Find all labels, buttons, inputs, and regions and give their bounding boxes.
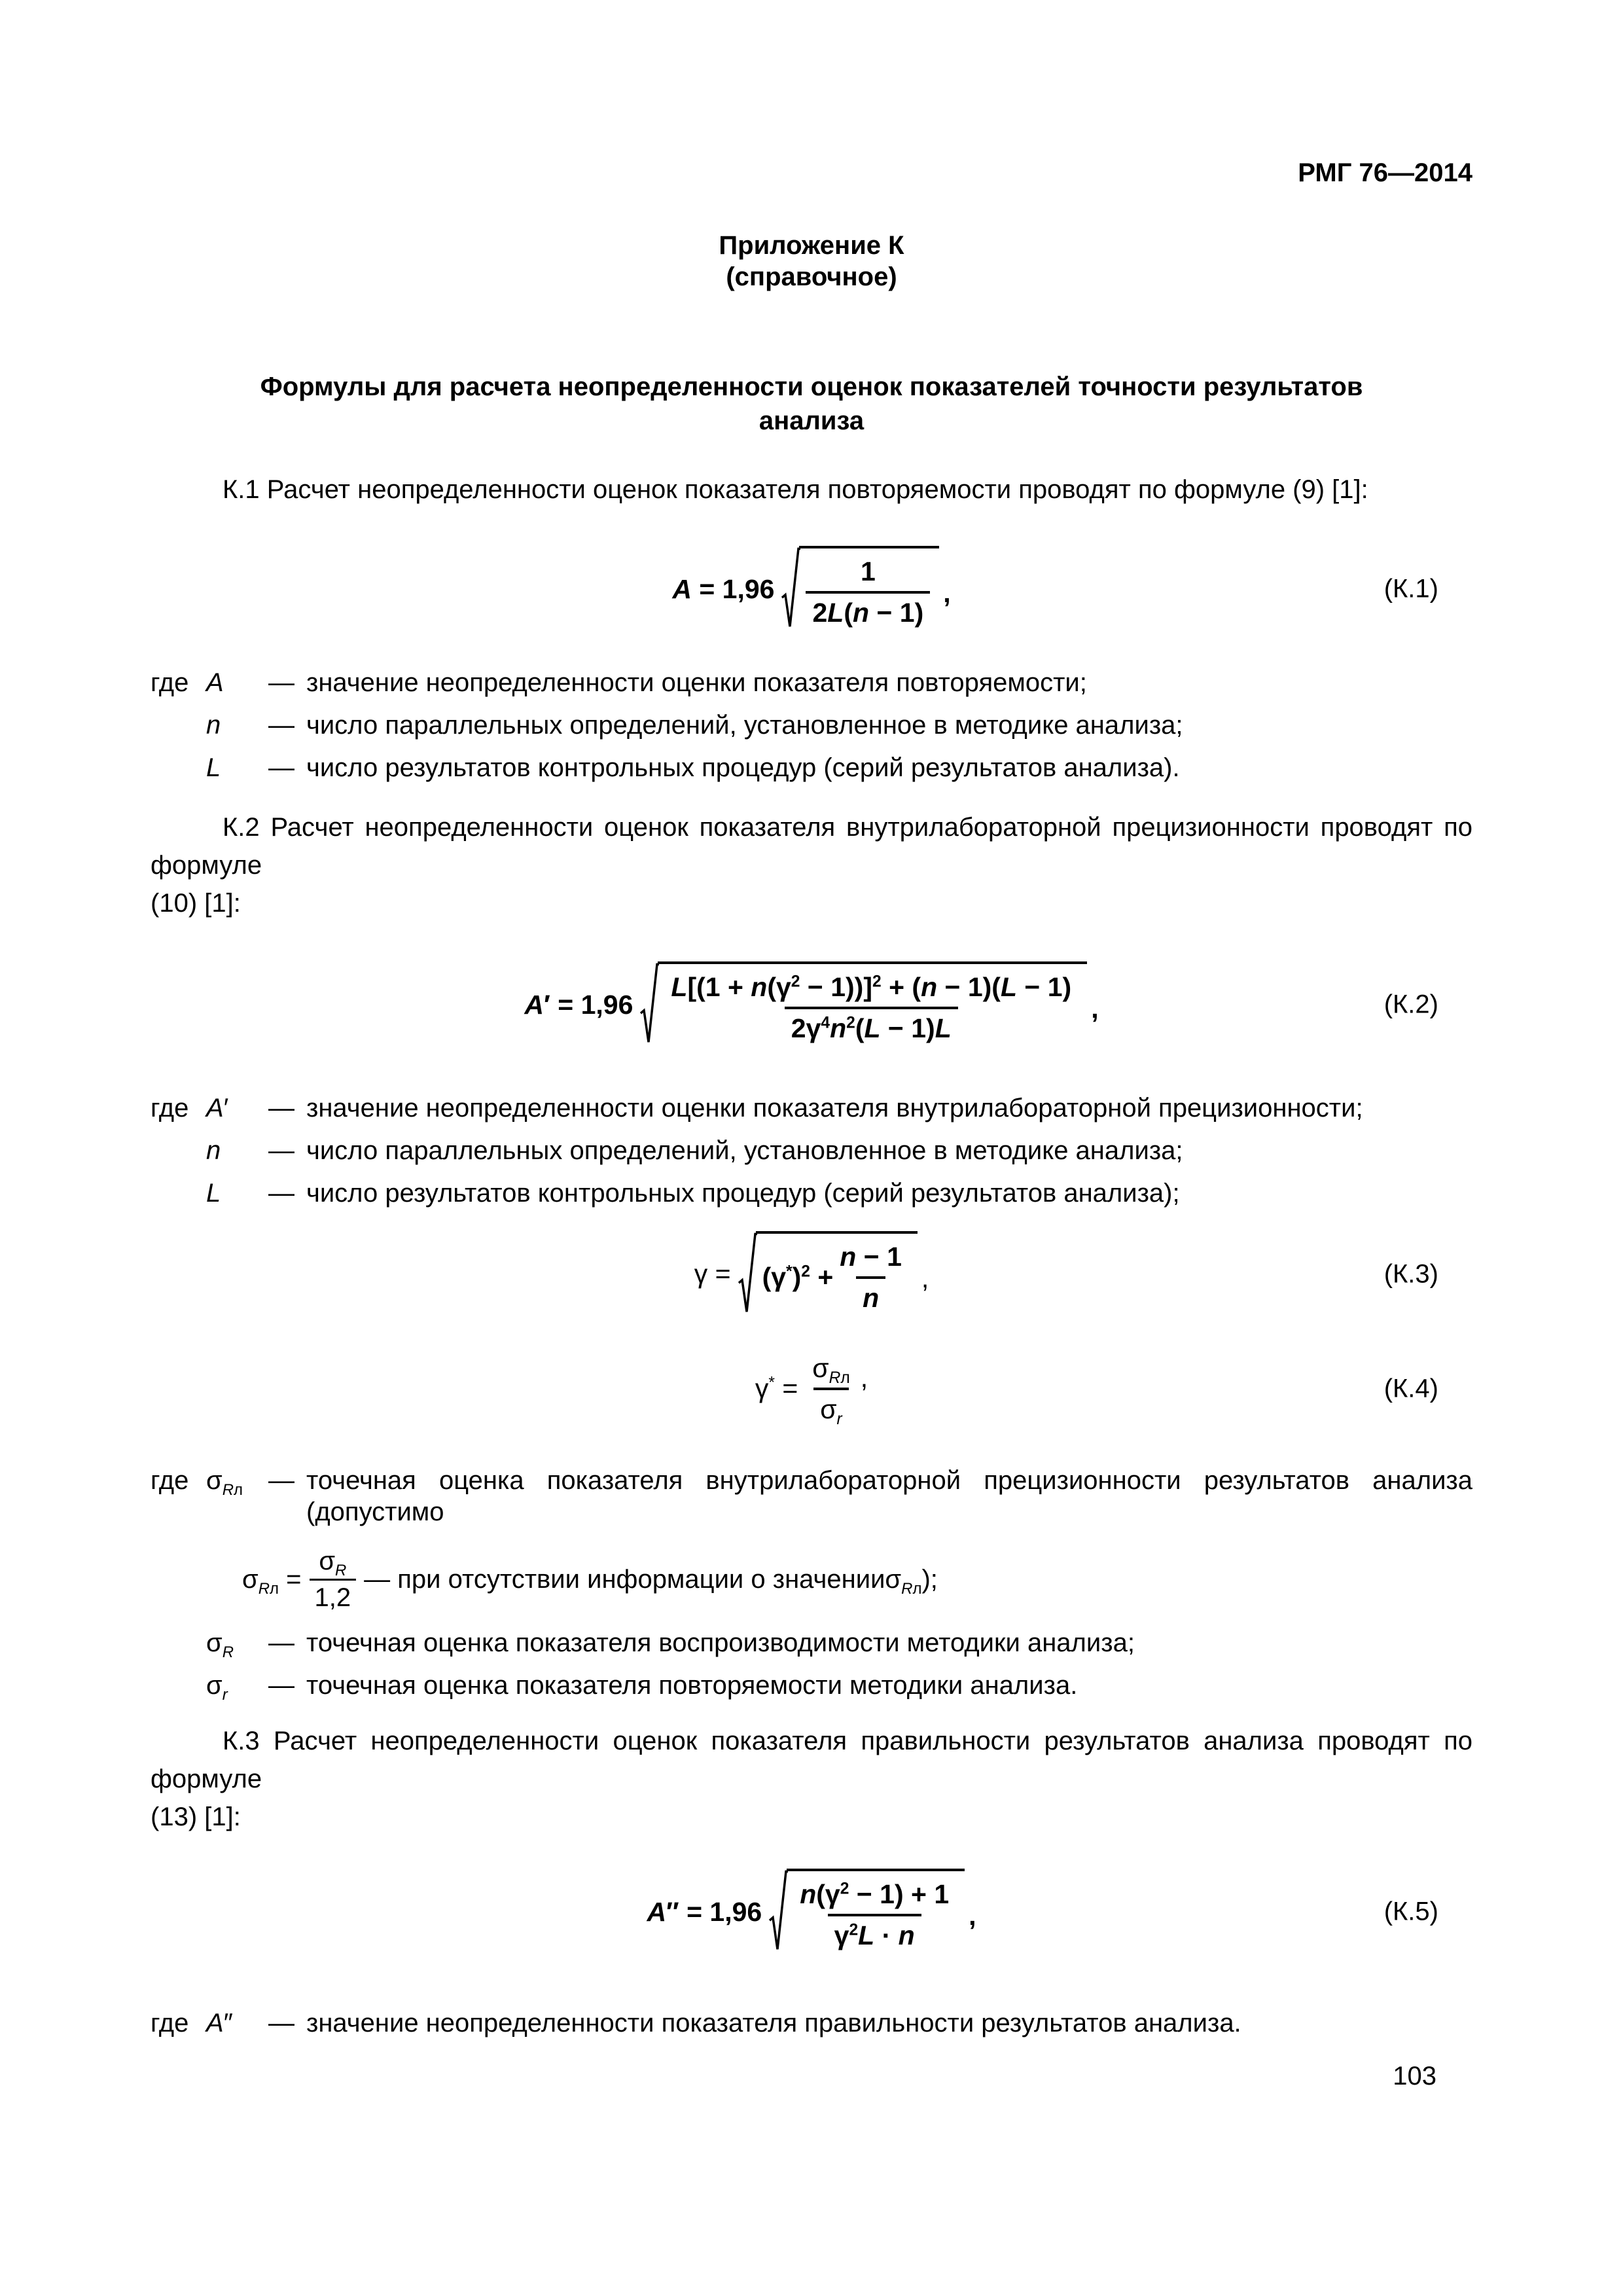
definition-text: точечная оценка показателя внутрилабораторной прецизионности результатов анализа (допустимо (306, 1466, 1472, 1526)
formula-k4-lhs: γ* = (755, 1373, 798, 1403)
radicand (799, 546, 939, 632)
fraction (793, 1879, 955, 1951)
formula-comma: , (943, 578, 951, 608)
paragraph-k3-line1: К.3 Расчет неопределенности оценок показателя правильности результатов анализа проводят по формуле (151, 1727, 1472, 1793)
formula-k4 (151, 1335, 1472, 1443)
formula-k4-body (755, 1352, 868, 1428)
symbol: $\sigma_R$ (206, 1628, 234, 1661)
where-word: где (151, 1466, 189, 1495)
radicand (658, 961, 1087, 1048)
dash: — (268, 753, 294, 782)
fraction-denominator: $\sigma_r$ (813, 1388, 849, 1425)
definitions-k1 (151, 667, 1472, 783)
definition-row (151, 2007, 1472, 2039)
annex-heading (151, 230, 1472, 293)
formula-k3 (151, 1220, 1472, 1328)
definition-text: точечная оценка показателя воспроизводимости методики анализа; (306, 1628, 1135, 1657)
where-word: где (151, 668, 189, 697)
symbol: n (206, 1136, 221, 1165)
formula-k5-number: (К.5) (1383, 1897, 1438, 1926)
where-word: где (151, 2009, 189, 2037)
paragraph-k2-line1: К.2 Расчет неопределенности оценок показателя внутрилабораторной прецизионности проводят по формуле (151, 813, 1472, 880)
radical-sign-icon (768, 1869, 788, 1955)
definition-row (151, 667, 1472, 698)
sqrt-radical (639, 961, 1087, 1048)
doc-code: РМГ 76—2014 (1298, 158, 1472, 187)
where-word: где (151, 1094, 189, 1122)
paragraph-k1-intro: К.1 Расчет неопределенности оценок показателя повторяемости проводят по формуле (9) [1]: (223, 475, 1368, 504)
formula-k2-body (524, 961, 1098, 1048)
symbol: A (206, 668, 224, 697)
radical-sign-icon (738, 1231, 757, 1318)
radicand (787, 1869, 965, 1955)
title-line1: Формулы для расчета неопределенности оценок показателей точности результатов (260, 372, 1363, 401)
fraction-numerator: n − 1 (840, 1241, 902, 1272)
fraction (833, 1242, 908, 1314)
fraction-numerator: $L[(1 + n(\gamma^2 - 1))]^2 + (n - 1)(L - 1)$ (671, 972, 1072, 1002)
radical-sign-icon (639, 961, 659, 1048)
annex-type: (справочное) (726, 262, 897, 291)
definition-text: значение неопределенности оценки показателя повторяемости; (306, 668, 1087, 697)
paragraph-k3-intro (151, 1722, 1472, 1836)
annex-name: Приложение К (719, 231, 904, 260)
page-content (151, 0, 1472, 2039)
formula-k2-number: (К.2) (1383, 990, 1438, 1019)
definition-row (151, 1465, 1472, 1528)
page-title (151, 370, 1472, 438)
fraction-numerator: $\sigma_{Rл}$ (812, 1352, 850, 1387)
dash: — (268, 1628, 294, 1657)
symbol: A″ (206, 2009, 233, 2037)
sigma-ref-symbol: $\sigma_{Rл}$); (885, 1565, 938, 1598)
formula-k3-lhs: γ = (694, 1259, 731, 1289)
formula-k3-number: (К.3) (1383, 1259, 1438, 1288)
sqrt-radical (738, 1231, 918, 1318)
symbol: A′ (206, 1094, 229, 1122)
fraction (806, 556, 930, 628)
formula-k1-body (672, 546, 950, 632)
dash: — (268, 711, 294, 740)
formula-k5-body (647, 1869, 976, 1955)
fraction-denominator: n (856, 1276, 885, 1314)
dash: — (268, 1466, 294, 1495)
sigma-condition-text: — при отсутствии информации о значении (364, 1565, 885, 1594)
definition-row (151, 752, 1472, 783)
definitions-k2 (151, 1092, 1472, 1209)
formula-comma: , (921, 1263, 929, 1293)
formula-comma: , (1091, 994, 1099, 1024)
definition-row (151, 1092, 1472, 1124)
definition-row (151, 709, 1472, 741)
formula-k5-lhs: A″ = 1,96 (647, 1896, 762, 1927)
definition-text: число параллельных определений, установленное в методике анализа; (306, 711, 1183, 740)
dash: — (268, 668, 294, 697)
fraction-numerator: $\sigma_R$ (319, 1547, 347, 1579)
symbol: L (206, 753, 221, 782)
title-line2: анализа (758, 406, 865, 435)
fraction-denominator: 1,2 (310, 1579, 357, 1613)
fraction (806, 1352, 856, 1428)
radicand-term: $(\gamma^*)^2$ + (762, 1262, 834, 1292)
definition-row (151, 1177, 1472, 1209)
definition-text: точечная оценка показателя повторяемости методики анализа. (306, 1671, 1078, 1700)
paragraph-k2-line2: (10) [1]: (151, 889, 241, 918)
definition-text: число параллельных определений, установленное в методике анализа; (306, 1136, 1183, 1165)
dash: — (268, 1136, 294, 1165)
dash: — (268, 1179, 294, 1208)
fraction (310, 1547, 357, 1613)
sqrt-radical (768, 1869, 965, 1955)
dash: — (268, 2009, 294, 2037)
formula-k2 (151, 939, 1472, 1070)
dash: — (268, 1671, 294, 1700)
symbol: $\sigma_r$ (206, 1671, 228, 1704)
fraction-denominator: $\gamma^2L \cdot n$ (828, 1914, 921, 1951)
definition-row (151, 1135, 1472, 1166)
definition-text: значение неопределенности показателя правильности результатов анализа. (306, 2009, 1241, 2037)
page-number: 103 (1393, 2062, 1436, 2090)
formula-k1-lhs: A = 1,96 (672, 573, 775, 604)
symbol: L (206, 1179, 221, 1208)
definition-row (151, 1670, 1472, 1704)
definitions-sigma (151, 1465, 1472, 1704)
formula-k2-lhs: A′ = 1,96 (524, 989, 633, 1020)
formula-k1 (151, 533, 1472, 645)
fraction-denominator: $2\gamma^4n^2(L - 1)L$ (785, 1007, 958, 1044)
fraction-denominator: 2L(n − 1) (806, 591, 930, 628)
radicand (756, 1231, 918, 1318)
sqrt-radical (781, 546, 939, 632)
definition-row (151, 1627, 1472, 1659)
dash: — (268, 1094, 294, 1122)
formula-k4-number: (К.4) (1383, 1374, 1438, 1403)
formula-k5 (151, 1846, 1472, 1977)
sigma-lhs: $\sigma_{Rл}$ = (242, 1565, 302, 1598)
paragraph-k2-intro (151, 808, 1472, 922)
formula-comma: , (860, 1362, 868, 1393)
symbol: $\sigma_{Rл}$ (206, 1466, 243, 1499)
definition-text: значение неопределенности оценки показателя внутрилабораторной прецизионности; (306, 1094, 1363, 1122)
formula-k3-body (694, 1231, 929, 1318)
fraction-numerator: 1 (860, 556, 876, 586)
paragraph-k3-line2: (13) [1]: (151, 1803, 241, 1831)
fraction-numerator: $n(\gamma^2 - 1) + 1$ (800, 1879, 950, 1909)
fraction (664, 972, 1078, 1044)
definition-text: число результатов контрольных процедур (серий результатов анализа). (306, 753, 1180, 782)
formula-k1-number: (К.1) (1383, 574, 1438, 603)
symbol: n (206, 711, 221, 740)
formula-comma: , (969, 1901, 976, 1931)
sigma-inline-formula (242, 1539, 1472, 1621)
definition-text: число результатов контрольных процедур (серий результатов анализа); (306, 1179, 1180, 1208)
radical-sign-icon (781, 546, 800, 632)
